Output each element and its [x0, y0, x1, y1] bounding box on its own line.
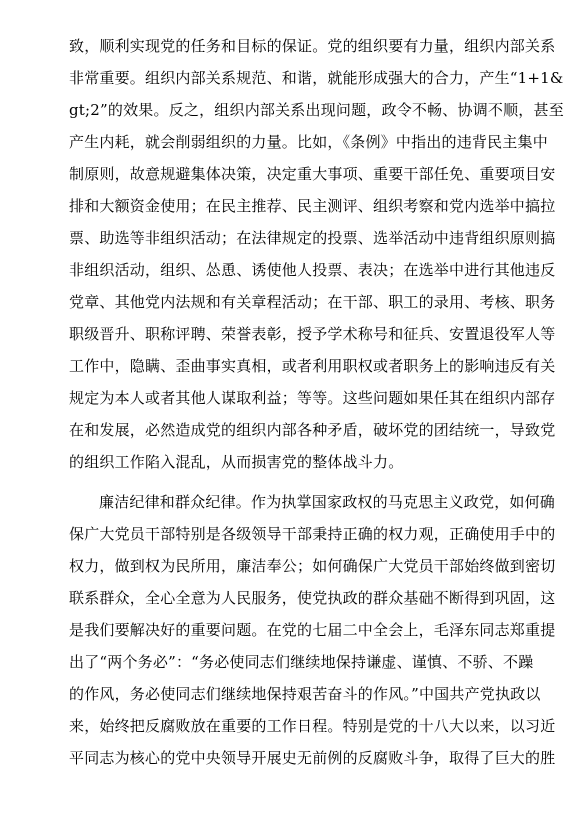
text-line: 的组织工作陷入混乱，从而损害党的整体战斗力。: [69, 453, 404, 471]
text-line: 的作风，务必使同志们继续地保持艰苦奋斗的作风。”中国共产党执政以: [69, 685, 541, 703]
text-line: 保广大党员干部特别是各级领导干部秉持正确的权力观，正确使用手中的: [69, 525, 556, 543]
text-line: 在和发展，必然造成党的组织内部各种矛盾，破坏党的团结统一，导致党: [69, 421, 556, 439]
text-line: 产生内耗，就会削弱组织的力量。比如，《条例》中指出的违背民主集中: [69, 133, 548, 151]
text-line: 票、助选等非组织活动；在法律规定的投票、选举活动中违背组织原则搞: [69, 229, 556, 247]
text-line: 规定为本人或者其他人谋取利益；等等。这些问题如果任其在组织内部存: [69, 389, 556, 407]
text-line: 是我们要解决好的重要问题。在党的七届二中全会上，毛泽东同志郑重提: [69, 621, 556, 639]
text-line: 出了“两个务必”：“务必使同志们继续地保持谦虚、谨慎、不骄、不躁: [69, 653, 534, 671]
text-line: 权力，做到权为民所用，廉洁奉公；如何确保广大党员干部始终做到密切: [69, 557, 556, 575]
text-line: 廉洁纪律和群众纪律。作为执掌国家政权的马克思主义政党，如何确: [99, 493, 556, 511]
text-line: 非常重要。组织内部关系规范、和谐，就能形成强大的合力，产生“1+1&: [69, 69, 564, 87]
text-line: 联系群众，全心全意为人民服务，使党执政的群众基础不断得到巩固，这: [69, 589, 556, 607]
text-line: 职级晋升、职称评聘、荣誉表彰，授予学术称号和征兵、安置退役军人等: [69, 325, 556, 343]
text-line: gt;2”的效果。反之，组织内部关系出现问题，政令不畅、协调不顺，甚至: [69, 101, 564, 119]
text-line: 党章、其他党内法规和有关章程活动；在干部、职工的录用、考核、职务: [69, 293, 556, 311]
text-line: 工作中，隐瞒、歪曲事实真相，或者利用职权或者职务上的影响违反有关: [69, 357, 556, 375]
text-line: 非组织活动，组织、怂恿、诱使他人投票、表决；在选举中进行其他违反: [69, 261, 556, 279]
text-line: 致，顺利实现党的任务和目标的保证。党的组织要有力量，组织内部关系: [69, 37, 556, 55]
text-line: 制原则，故意规避集体决策，决定重大事项、重要干部任免、重要项目安: [69, 165, 556, 183]
text-line: 排和大额资金使用；在民主推荐、民主测评、组织考察和党内选举中搞拉: [69, 197, 556, 215]
text-line: 平同志为核心的党中央领导开展史无前例的反腐败斗争，取得了巨大的胜: [69, 749, 556, 767]
text-line: 来，始终把反腐败放在重要的工作日程。特别是党的十八大以来，以习近: [69, 717, 556, 735]
